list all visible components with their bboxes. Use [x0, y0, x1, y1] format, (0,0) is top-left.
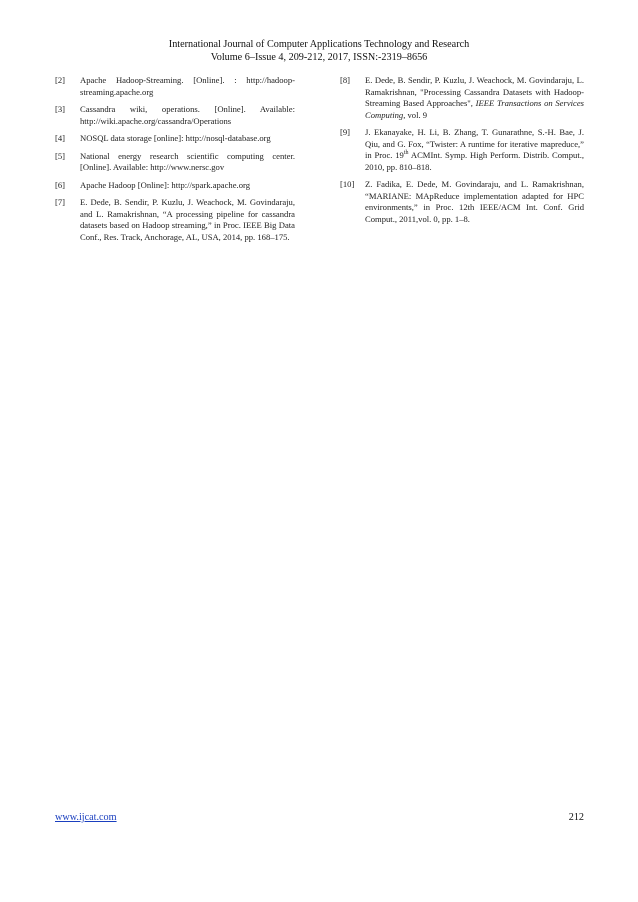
references-left-column — [55, 75, 295, 249]
reference-item — [55, 180, 295, 192]
reference-text — [365, 75, 584, 120]
reference-text — [365, 127, 584, 172]
reference-item — [55, 197, 295, 243]
reference-text-main: E. Dede, B. Sendir, P. Kuzlu, J. Weachock, M. Govindaraju, L. Ramakrishnan, "Processing Cassandra Datasets with Hadoop-Streaming Based Approaches", — [365, 75, 584, 108]
reference-text: National energy research scientific computing center. [Online]. Available: http://www.nersc.gov — [80, 150, 295, 172]
reference-text: Z. Fadika, E. Dede, M. Govindaraju, and L. Ramakrishnan, “MARIANE: MApReduce implementation adapted for HPC environments,” in Proc. 12th IEEE/ACM Int. Conf. Grid Comput., 2011,vol. 0, pp. 1–8. — [365, 179, 584, 224]
reference-text-end: ACMInt. Symp. High Perform. Distrib. Comput., 2010, pp. 810–818. — [365, 150, 584, 172]
reference-number: [9] — [340, 127, 351, 137]
journal-website-link[interactable]: www.ijcat.com — [55, 812, 117, 823]
references-right-column — [340, 75, 584, 231]
reference-journal-title: IEEE Transactions on Services Computing — [365, 98, 584, 120]
reference-item — [55, 75, 295, 98]
journal-title: International Journal of Computer Applications Technology and Research — [168, 39, 470, 50]
reference-item — [340, 127, 584, 173]
reference-number: [3] — [55, 104, 66, 114]
reference-text-main: J. Ekanayake, H. Li, B. Zhang, T. Gunarathne, S.-H. Bae, J. Qiu, and G. Fox, “Twister: A runtime for iterative mapreduce,” in Proc. 19 — [365, 127, 584, 160]
reference-item — [340, 179, 584, 225]
reference-item — [55, 133, 295, 145]
reference-item — [55, 151, 295, 174]
reference-number: [10] — [340, 179, 355, 189]
reference-text-end: , vol. 9 — [403, 109, 428, 120]
reference-text: Cassandra wiki, operations. [Online]. Available: http://wiki.apache.org/cassandra/Operations — [80, 104, 295, 126]
journal-header — [0, 38, 638, 64]
journal-volume: Volume 6–Issue 4, 209-212, 2017, ISSN:-2319–8656 — [210, 52, 428, 63]
ordinal-superscript: th — [403, 150, 409, 157]
reference-number: [4] — [55, 133, 66, 143]
reference-number: [8] — [340, 75, 351, 85]
reference-item — [340, 75, 584, 121]
reference-number: [6] — [55, 179, 66, 190]
reference-item — [55, 104, 295, 127]
page-number: 212 — [568, 812, 584, 823]
reference-text: Apache Hadoop [Online]: http://spark.apache.org — [80, 179, 250, 190]
reference-text: E. Dede, B. Sendir, P. Kuzlu, J. Weachock, M. Govindaraju, and L. Ramakrishnan, “A processing pipeline for cassandra datasets based on Hadoop streaming,” in Proc. IEEE Big Data Conf., Res. Track, Anchorage, AL, USA, 2014, pp. 168–175. — [80, 197, 295, 242]
reference-text: Apache Hadoop-Streaming. [Online]. : http://hadoop-streaming.apache.org — [80, 75, 295, 97]
reference-number: [2] — [55, 75, 66, 85]
reference-text: NOSQL data storage [online]: http://nosql-database.org — [80, 133, 271, 143]
reference-number: [7] — [55, 197, 66, 207]
reference-number: [5] — [55, 150, 66, 161]
